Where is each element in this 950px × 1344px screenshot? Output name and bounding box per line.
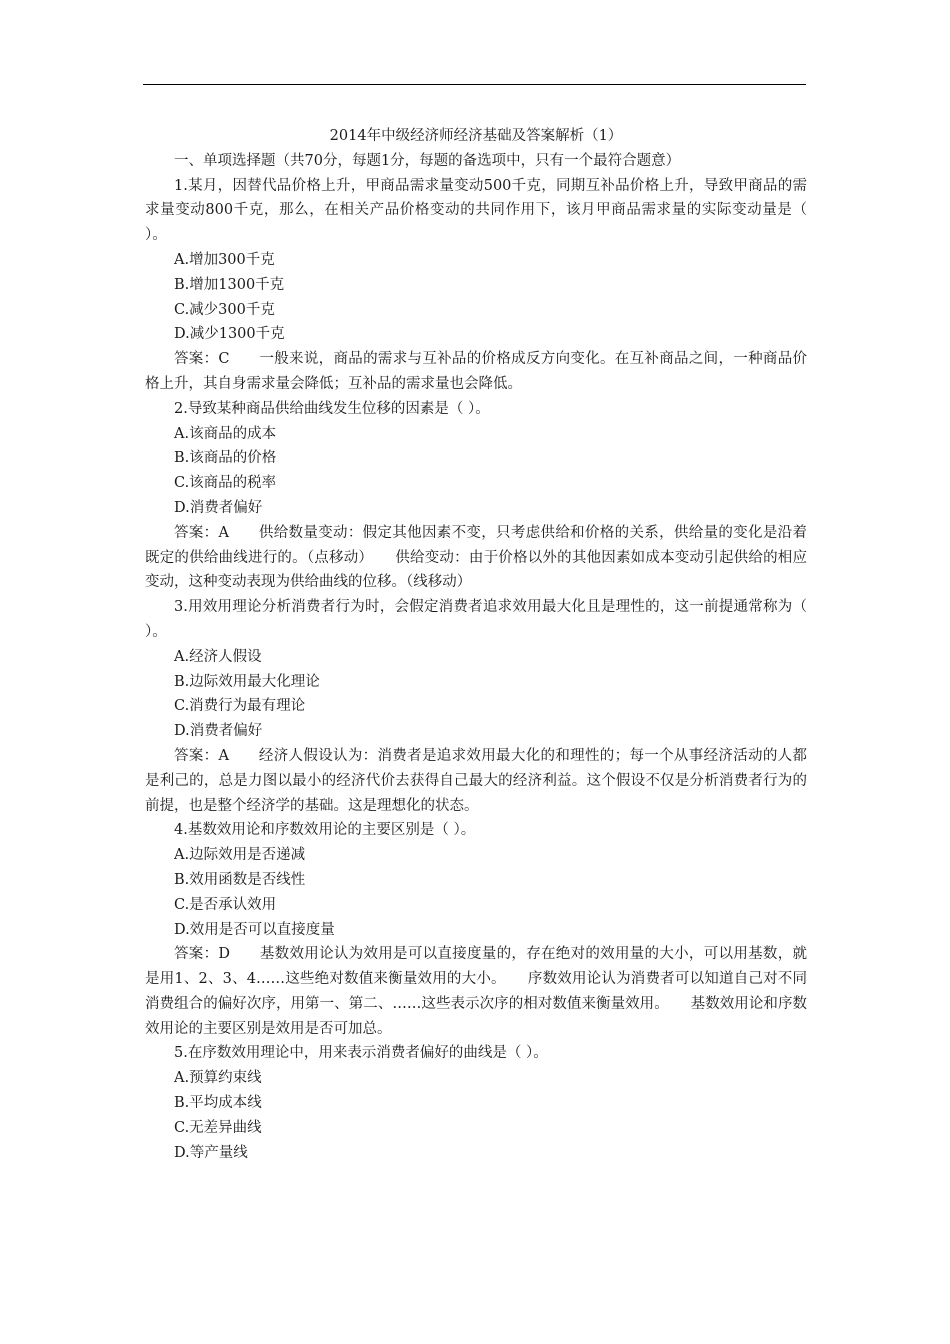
question-stem: 4.基数效用论和序数效用论的主要区别是（ ）。 <box>174 822 476 839</box>
option-c: C.该商品的税率 <box>174 475 277 492</box>
answer-explanation: 答案：D 基数效用论认为效用是可以直接度量的，存在绝对的效用量的大小，可以用基数，就是用1、2、3、4……这些绝对数值来衡量效用的大小。 序数效用论认为消费者可以知道自己对不同消费组合的偏好次序，用第一、第二、……这些表示次序的相对数值来衡量效用。 基数效用论和序数效用论的主要区别是效用是否可加总。 <box>145 946 807 1037</box>
document-body <box>145 124 807 1165</box>
question-stem: 2.导致某种商品供给曲线发生位移的因素是（ ）。 <box>174 400 490 417</box>
header-rule <box>143 84 806 85</box>
question-stem: 5.在序数效用理论中，用来表示消费者偏好的曲线是（ ）。 <box>174 1045 548 1062</box>
option-a: A.边际效用是否递减 <box>174 847 306 864</box>
option-c: C.减少300千克 <box>174 301 275 318</box>
option-b: B.增加1300千克 <box>174 276 285 293</box>
option-c: C.消费行为最有理论 <box>174 698 306 715</box>
option-b: B.效用函数是否线性 <box>174 871 306 888</box>
answer-explanation: 答案：A 经济人假设认为：消费者是追求效用最大化的和理性的；每一个从事经济活动的人都是利己的，总是力图以最小的经济代价去获得自己最大的经济利益。这个假设不仅是分析消费者行为的前提，也是整个经济学的基础。这是理想化的状态。 <box>145 747 807 814</box>
option-b: B.该商品的价格 <box>174 450 277 467</box>
section-heading: 一、单项选择题（共70分，每题1分，每题的备选项中，只有一个最符合题意） <box>174 152 681 169</box>
option-d: D.等产量线 <box>174 1144 248 1161</box>
option-a: A.该商品的成本 <box>174 425 277 442</box>
answer-explanation: 答案：C 一般来说，商品的需求与互补品的价格成反方向变化。在互补商品之间，一种商品价格上升，其自身需求量会降低；互补品的需求量也会降低。 <box>145 351 807 392</box>
question-stem: 1.某月，因替代品价格上升，甲商品需求量变动500千克，同期互补品价格上升，导致甲商品的需求量变动800千克，那么，在相关产品价格变动的共同作用下，该月甲商品需求量的实际变动量是（ ）。 <box>145 177 807 244</box>
option-b: B.边际效用最大化理论 <box>174 673 320 690</box>
option-a: A.预算约束线 <box>174 1070 262 1087</box>
option-a: A.经济人假设 <box>174 648 262 665</box>
option-d: D.消费者偏好 <box>174 499 263 516</box>
answer-explanation: 答案：A 供给数量变动：假定其他因素不变，只考虑供给和价格的关系，供给量的变化是沿着既定的供给曲线进行的。（点移动） 供给变动：由于价格以外的其他因素如成本变动引起供给的相应变动，这种变动表现为供给曲线的位移。（线移动） <box>145 524 807 591</box>
option-d: D.消费者偏好 <box>174 723 263 740</box>
option-a: A.增加300千克 <box>174 251 275 268</box>
option-b: B.平均成本线 <box>174 1095 262 1112</box>
document-title: 2014年中级经济师经济基础及答案解析（1） <box>329 128 623 144</box>
option-c: C.无差异曲线 <box>174 1119 262 1136</box>
question-stem: 3.用效用理论分析消费者行为时，会假定消费者追求效用最大化且是理性的，这一前提通常称为（ ）。 <box>145 599 807 640</box>
option-d: D.减少1300千克 <box>174 326 285 343</box>
option-c: C.是否承认效用 <box>174 896 277 913</box>
option-d: D.效用是否可以直接度量 <box>174 921 335 938</box>
